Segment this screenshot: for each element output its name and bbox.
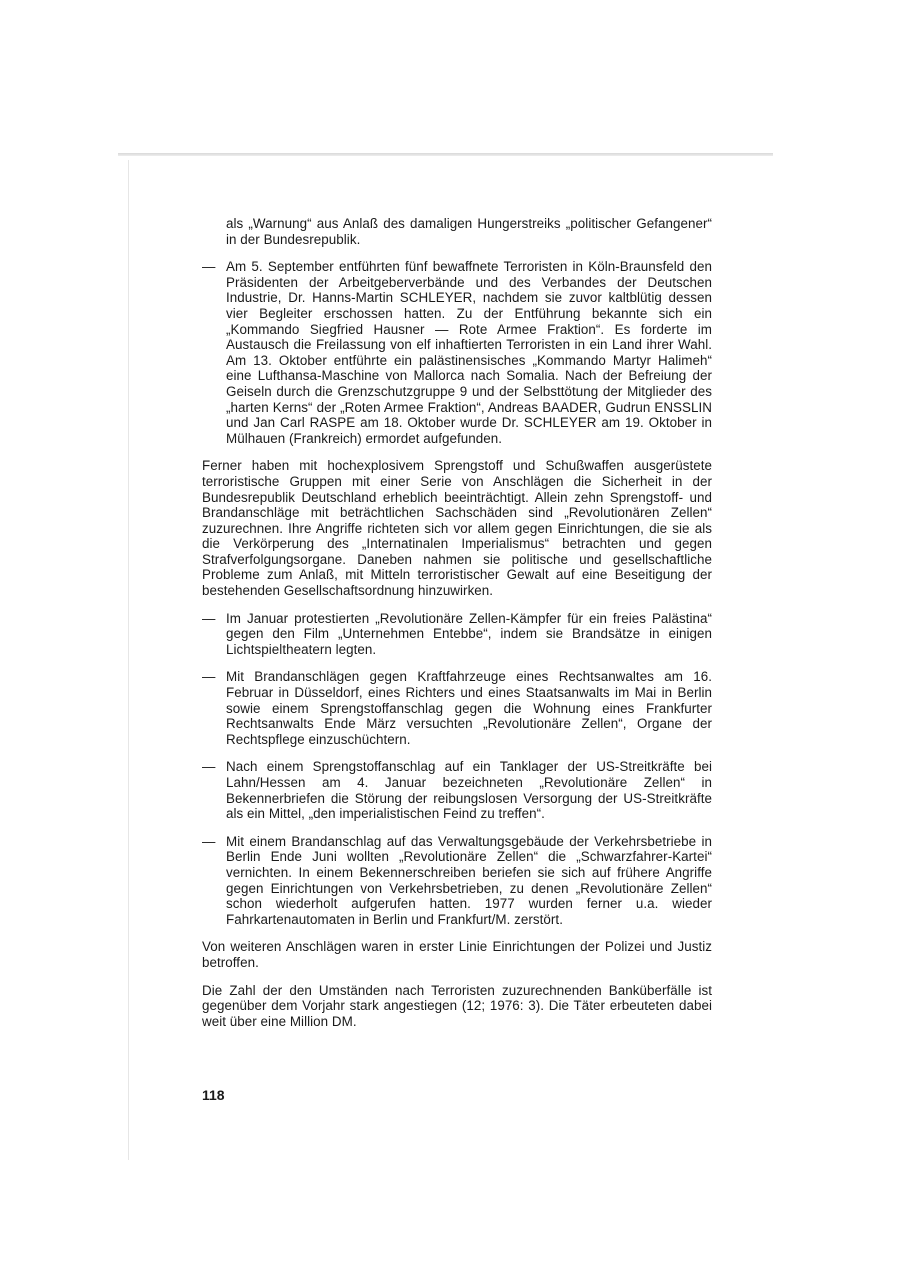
dash-item-brandanschlaege xyxy=(202,669,712,747)
dash-item-schleyer xyxy=(202,259,712,446)
page-number: 118 xyxy=(202,1087,225,1103)
scan-edge-left xyxy=(128,160,129,1160)
dash-marker: — xyxy=(202,669,216,685)
document-body xyxy=(202,216,712,1041)
dash-marker: — xyxy=(202,610,216,626)
dash-item-text: Im Januar protestierten „Revolutionäre Zellen-Kämpfer für ein freies Palästina“ gegen den Film „Unternehmen Entebbe“, indem sie Brandsätze in einigen Lichtspieltheatern legten. xyxy=(226,610,712,657)
scan-edge-top xyxy=(118,153,773,156)
paragraph-continuation: als „Warnung“ aus Anlaß des damaligen Hungerstreiks „politischer Gefangener“ in der Bundesrepublik. xyxy=(226,216,712,247)
dash-item-januar xyxy=(202,611,712,658)
paragraph-bankueberfaelle: Die Zahl der den Umständen nach Terroristen zuzurechnenden Banküberfälle ist gegenüber dem Vorjahr stark angestiegen (12; 1976: 3). Die Täter erbeuteten dabei weit über eine Million DM. xyxy=(202,982,712,1029)
dash-marker: — xyxy=(202,759,216,775)
dash-item-verkehrsbetriebe xyxy=(202,834,712,928)
dash-item-text: Mit Brandanschlägen gegen Kraftfahrzeuge eines Rechtsanwaltes am 16. Februar in Düsseldorf, eines Richters und eines Staatsanwalts im Mai in Berlin sowie einem Sprengstoffanschlag gegen die Wohnung eines Frankfurter Rechtsanwalts Ende März versuchten „Revolutionäre Zellen“, Organe der Rechtspflege einzuschüchtern. xyxy=(226,669,712,747)
dash-item-text: Am 5. September entführten fünf bewaffnete Terroristen in Köln-Braunsfeld den Präsidenten der Arbeitgeberverbände und des Verbandes der Deutschen Industrie, Dr. Hanns-Martin SCHLEYER, nachdem sie zuvor kaltblütig dessen vier Begleiter erschossen hatten. Zu der Entführung bekannte sich ein „Kommando Siegfried Hausner — Rote Armee Fraktion“. Es forderte im Austausch die Freilassung von elf inhaftierten Terroristen in ein Land ihrer Wahl. Am 13. Oktober entführte ein palästinensisches „Kommando Martyr Halimeh“ eine Lufthansa-Maschine von Mallorca nach Somalia. Nach der Befreiung der Geiseln durch die Grenzschutzgruppe 9 und der Selbsttötung der Mitglieder des „harten Kerns“ der „Roten Armee Fraktion“, Andreas BAADER, Gudrun ENSSLIN und Jan Carl RASPE am 18. Oktober wurde Dr. SCHLEYER am 19. Oktober in Mülhauen (Frankreich) ermordet aufgefunden. xyxy=(226,259,712,446)
dash-marker: — xyxy=(202,833,216,849)
dash-item-tanklager xyxy=(202,759,712,821)
dash-item-text: Nach einem Sprengstoffanschlag auf ein Tanklager der US-Streitkräfte bei Lahn/Hessen am 4. Januar bezeichneten „Revolutionäre Zellen“ in Bekennerbriefen die Störung der reibungslosen Versorgung der US-Streitkräfte als ein Mittel, „den imperialistischen Feind zu treffen“. xyxy=(226,759,712,822)
dash-item-text: Mit einem Brandanschlag auf das Verwaltungsgebäude der Verkehrsbetriebe in Berlin Ende Juni wollten „Revolutionäre Zellen“ die „Schwarzfahrer-Kartei“ vernichten. In einem Bekennerschreiben beriefen sie sich auf frühere Angriffe gegen Einrichtungen von Verkehrsbetrieben, zu denen „Revolutionäre Zellen“ schon wiederholt aufgerufen hatten. 1977 wurden ferner u.a. wieder Fahrkartenautomaten in Berlin und Frankfurt/M. zerstört. xyxy=(226,833,712,927)
paragraph-ferner: Ferner haben mit hochexplosivem Sprengstoff und Schußwaffen ausgerüstete terroristische Gruppen mit einer Serie von Anschlägen die Sicherheit in der Bundesrepublik Deutschland erheblich beeinträchtigt. Allein zehn Sprengstoff- und Brandanschläge mit beträchtlichen Sachschäden sind „Revolutionären Zellen“ zuzurechnen. Ihre Angriffe richteten sich vor allem gegen Einrichtungen, die sie als die Verkörperung des „Internatinalen Imperialismus“ betrachten und gegen Strafverfolgungsorgane. Daneben nahmen sie politische und gesellschaftliche Probleme zum Anlaß, mit Mitteln terroristischer Gewalt auf eine Beseitigung der bestehenden Gesellschaftsordnung hinzuwirken. xyxy=(202,458,712,599)
dash-marker: — xyxy=(202,259,216,275)
paragraph-polizei-justiz: Von weiteren Anschlägen waren in erster Linie Einrichtungen der Polizei und Justiz betroffen. xyxy=(202,939,712,970)
